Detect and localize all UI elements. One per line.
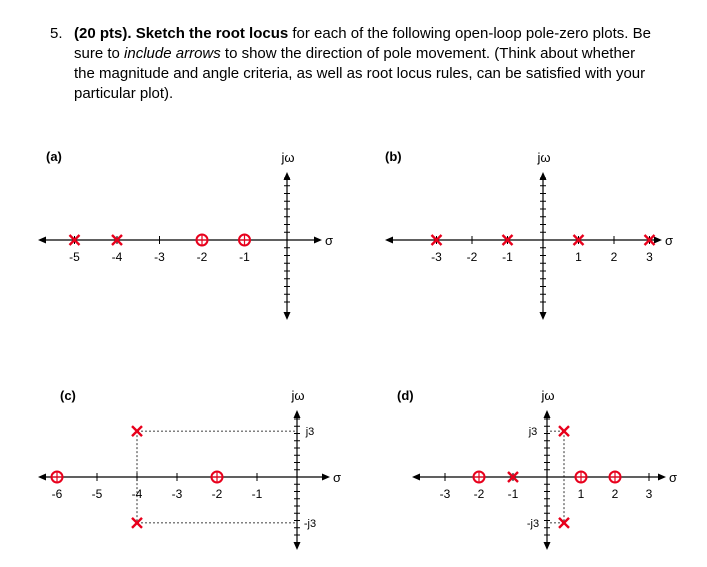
- tick-label: -6: [51, 487, 63, 501]
- tick-label: -3: [171, 487, 183, 501]
- imag-label-pos: j3: [528, 426, 538, 439]
- tick-label: -1: [239, 250, 250, 264]
- tick-label: -2: [211, 487, 223, 501]
- plot-label: (d): [397, 388, 414, 403]
- zero-marker: [212, 472, 223, 483]
- zero-marker: [239, 235, 250, 246]
- tick-label: -4: [111, 250, 123, 264]
- imag-label-neg: -j3: [303, 517, 317, 530]
- tick-label: -1: [507, 487, 519, 501]
- plot-label: (a): [46, 149, 62, 164]
- zero-marker: [474, 472, 485, 483]
- plot-2: [385, 149, 673, 320]
- pole-marker: [132, 426, 142, 436]
- imag-axis-arrow-up: [294, 410, 301, 418]
- real-axis-arrow-left: [412, 474, 420, 481]
- tick-label: 2: [611, 487, 619, 501]
- problem-heading: Sketch the root locus: [135, 25, 289, 42]
- tick-label: -2: [473, 487, 485, 501]
- real-axis-arrow-right: [654, 237, 662, 244]
- imag-axis-arrow-up: [284, 172, 291, 180]
- problem-number: 5.: [50, 25, 63, 42]
- jw-label: jω: [541, 388, 555, 403]
- tick-label: -1: [502, 250, 513, 264]
- tick-label: -1: [251, 487, 263, 501]
- zero-marker: [610, 472, 621, 483]
- plot-3: [38, 388, 341, 550]
- problem-emphasis: include arrows: [124, 45, 221, 62]
- plot-label: (b): [385, 149, 402, 164]
- tick-label: -3: [431, 250, 442, 264]
- tick-label: -3: [439, 487, 451, 501]
- tick-label: 1: [577, 487, 585, 501]
- tick-label: -5: [91, 487, 103, 501]
- problem-body-b: to show the direction of pole movement. (Think about whether the magnitude and angle criteria, as well as root locus rules, can be satisfied with your particular plot).: [74, 45, 646, 102]
- tick-label: -2: [196, 250, 208, 264]
- imag-axis-arrow-down: [294, 542, 301, 550]
- real-axis-arrow-left: [38, 474, 46, 481]
- jw-label: jω: [537, 150, 551, 165]
- tick-label: -2: [466, 250, 478, 264]
- tick-label: 3: [646, 250, 653, 264]
- tick-label: -5: [69, 250, 80, 264]
- sigma-label: σ: [324, 233, 334, 248]
- real-axis-arrow-right: [314, 237, 322, 244]
- zero-marker: [52, 472, 63, 483]
- tick-label: -4: [131, 487, 143, 501]
- imag-axis-arrow-up: [544, 410, 551, 418]
- real-axis-arrow-left: [385, 237, 393, 244]
- sigma-label: σ: [332, 470, 342, 485]
- plot-label: (c): [60, 388, 76, 403]
- pole-marker: [559, 426, 569, 436]
- zero-marker: [576, 472, 587, 483]
- imag-axis-arrow-down: [544, 542, 551, 550]
- zero-marker: [197, 235, 208, 246]
- jw-label: jω: [291, 388, 305, 403]
- tick-label: 1: [575, 250, 582, 264]
- sigma-label: σ: [668, 470, 678, 485]
- problem-points: (20 pts).: [74, 25, 132, 42]
- real-axis-arrow-right: [658, 474, 666, 481]
- real-axis-arrow-left: [38, 237, 46, 244]
- imag-axis-arrow-down: [284, 312, 291, 320]
- problem-body-a: for each of the following open-loop pole-zero plots. Be sure to: [74, 25, 651, 62]
- plot-4: [397, 388, 677, 550]
- real-axis-arrow-right: [322, 474, 330, 481]
- imag-axis-arrow-up: [540, 172, 547, 180]
- imag-axis-arrow-down: [540, 312, 547, 320]
- jw-label: jω: [281, 150, 295, 165]
- tick-label: 2: [610, 250, 618, 264]
- sigma-label: σ: [664, 233, 674, 248]
- imag-label-neg: -j3: [526, 517, 540, 530]
- imag-label-pos: j3: [305, 426, 315, 439]
- tick-label: 3: [645, 487, 653, 501]
- tick-label: -3: [154, 250, 165, 264]
- plot-1: [38, 149, 333, 320]
